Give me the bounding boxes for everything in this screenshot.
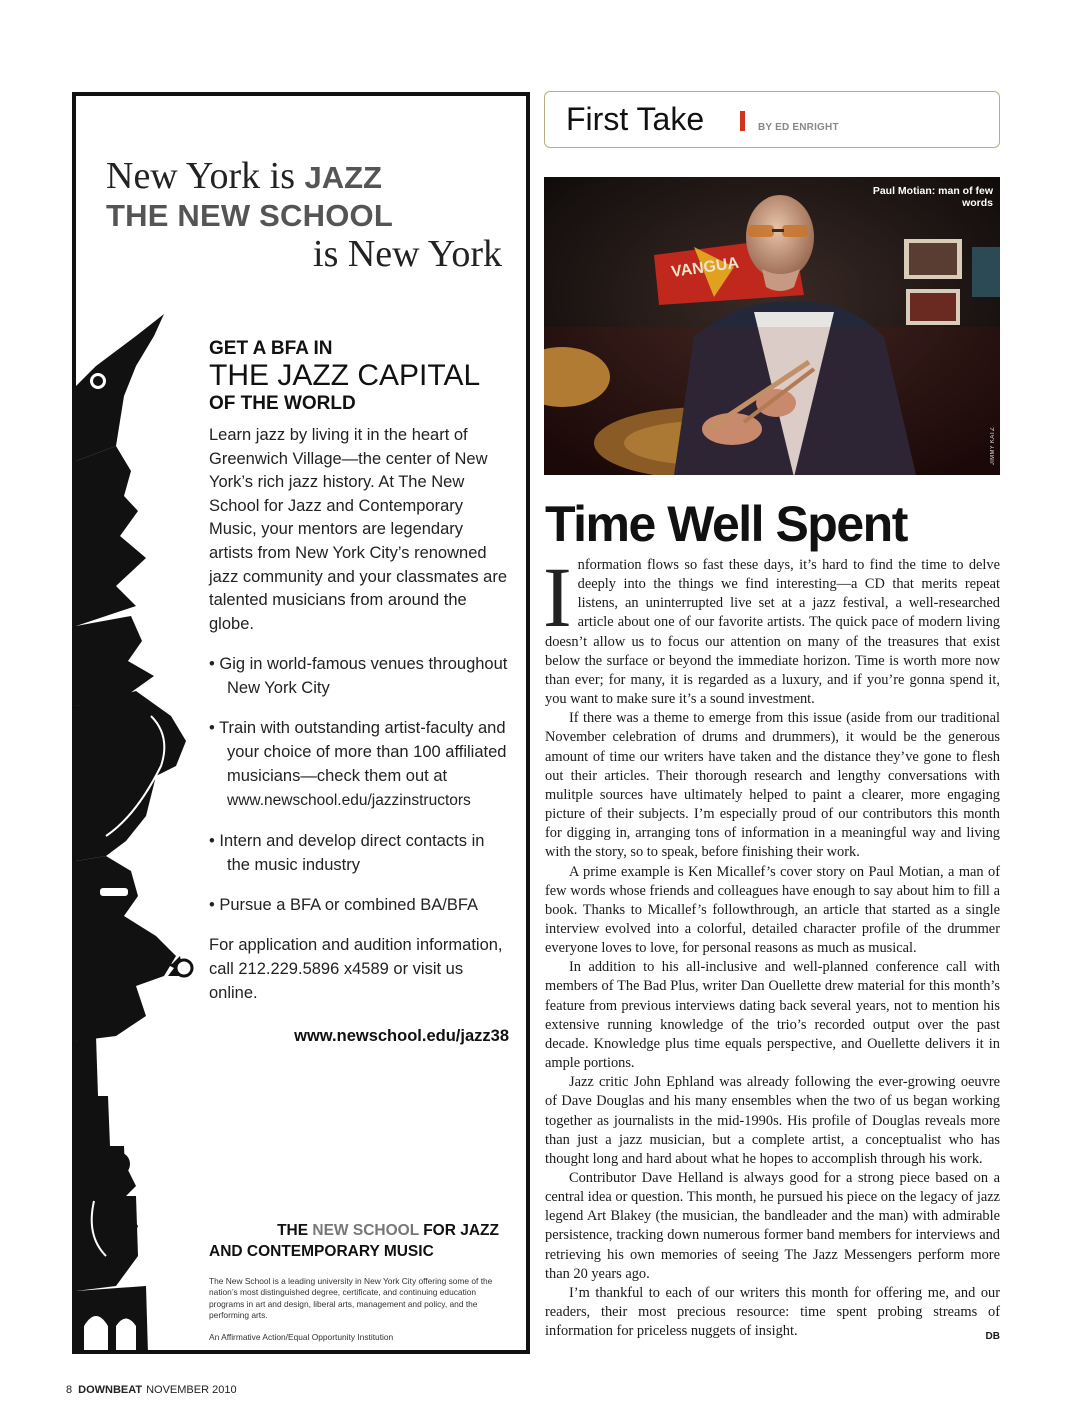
ad-headline-line-1: New York is JAZZ xyxy=(106,155,382,197)
photo-caption: Paul Motian: man of few words xyxy=(872,185,993,209)
ad-bullet-list xyxy=(209,652,509,917)
ad-fine-print: The New School is a leading university in New York City offering some of the nation’s most distinguished degree, certificate, and continuing education programs in art and design, liberal arts, management and policy, and the performing arts. xyxy=(209,1276,493,1321)
ad-copy xyxy=(209,338,509,1046)
article-paragraph: I’m thankful to each of our writers this month for offering me, and our readers, their most precious resource: time spent probing streams of information for priceless nuggets of insight. DB xyxy=(545,1284,1000,1341)
ad-headline xyxy=(106,156,502,274)
ad-body-text: Learn jazz by living it in the heart of Greenwich Village—the center of New York’s rich jazz history. At The New School for Jazz and Contemporary Music, your mentors are legendary artists from New York City’s renowned jazz community and your classmates are talented musicians from around the globe. xyxy=(209,426,508,633)
ad-bullet-item: • Pursue a BFA or combined BA/BFA xyxy=(209,896,478,915)
instructors-link[interactable]: www.newschool.edu/jazzinstructors xyxy=(227,792,471,810)
bfa-line-1: GET A BFA IN xyxy=(209,338,333,359)
article-paragraph: In addition to his all-inclusive and well-planned conference call with members of The Bad Plus, writer Dan Ouellette drew material for this month’s feature from previous interviews dating back several years, not to mention his extensive running knowledge of the trio’s recorded output over the past decade. Knowledge plus time equals perspective, and Ouellette delivers it in ample portions. xyxy=(545,959,1000,1072)
ad-bullet-item: • Intern and develop direct contacts in the music industry xyxy=(209,832,485,875)
article-paragraph: If there was a theme to emerge from this issue (aside from our traditional November celebration of drums and drummers), it would be the generous amount of time our writers have taken and the distance they’ve gone to flesh out their articles. Their thorough research and lengthy conversations with mulitple sources have ultimately helped to paint a clearer, more engaging picture of their subjects. I’m especially proud of our contributors this month for digging in, arranging tons of information in a meaningful way and living with the story, so to speak, before finishing their work. xyxy=(545,710,1000,861)
new-school-advertisement xyxy=(72,92,530,1354)
end-mark: DB xyxy=(985,1331,1000,1343)
byline: BY ED ENRIGHT xyxy=(758,122,839,133)
article-title: Time Well Spent xyxy=(545,496,907,552)
ad-eeo-statement: An Affirmative Action/Equal Opportunity Institution xyxy=(209,1332,394,1342)
section-title: First Take xyxy=(566,101,705,137)
drop-cap: I xyxy=(543,549,572,645)
article-paragraph: Jazz critic John Ephland was already following the ever-growing oeuvre of Dave Douglas and his many ensembles when the two of us began working together as journalists in the mid-1990s. His profile of Douglas reveals more than just a jazz musician, but a complete artist, a conceptualist who has thought long and hard about what he hopes to accomplish through his work. xyxy=(545,1074,1000,1167)
ad-bullet-item: • Gig in world-famous venues throughout New York City xyxy=(209,655,508,698)
paul-motian-photo xyxy=(544,177,1000,475)
jazz-musicians-skyline-silhouette xyxy=(76,296,196,1354)
page-number: 8 xyxy=(66,1384,73,1396)
first-take-header xyxy=(544,91,1000,148)
bfa-line-2: THE JAZZ CAPITAL xyxy=(209,359,481,392)
ad-bullet-item: • Train with outstanding artist-faculty and your choice of more than 100 affiliated musicians—check them out at www.newschool.edu/jazzinstructors xyxy=(209,719,507,810)
ad-contact-info: For application and audition information, call 212.229.5896 x4589 or visit us online. xyxy=(209,936,503,1003)
photo-credit: JIMMY KATZ xyxy=(990,426,996,465)
section-divider-bar xyxy=(740,111,745,131)
ad-headline-line-2: THE NEW SCHOOL xyxy=(106,198,393,233)
article-paragraph: A prime example is Ken Micallef’s cover story on Paul Motian, a man of few words whose friends and colleagues have enough to say about him to fill a book. Thanks to Micallef’s followthrough, an article that started as a single interview evolved into a colorful, detailed character profile of the drummer everyone loves to love, for personal reasons as much as musical. xyxy=(545,863,1000,957)
magazine-name: DOWNBEAT xyxy=(78,1384,143,1396)
ad-headline-line-3: is New York xyxy=(313,233,502,275)
ad-website-link[interactable]: www.newschool.edu/jazz38 xyxy=(294,1027,509,1046)
article-body xyxy=(543,549,1000,1346)
article-paragraph: Contributor Dave Helland is always good for a strong piece based on a central idea or question. This month, he pursued his piece on the legacy of jazz legend Art Blakey (the musician, the bandleader and the man) with admirable persistence, tracking down numerous former band members for interviews and retrieving his own memories of seeing The Jazz Messengers perform more than 20 years ago. xyxy=(545,1170,1000,1282)
vanguard-sign-text: VANGUA xyxy=(670,254,741,281)
issue-date: NOVEMBER 2010 xyxy=(146,1384,237,1396)
page-folio xyxy=(66,1384,237,1396)
article-paragraph: Information flows so fast these days, it’s hard to find the time to delve deeply into the things we find interesting—a CD that merits repeat listens, an uninterrupted live set at a jazz festival, a well-researched article about one of our favorite artists. The quick pace of modern living doesn’t allow us to focus our attention on many of the treasures that exist below the surface or beyond the immediate horizon. Time is worth more now than ever; for many, it is regarded as a luxury, and if you’re gonna spend it, you want to make sure it’s a sound investment. xyxy=(543,549,1000,708)
bfa-line-3: OF THE WORLD xyxy=(209,393,356,414)
school-name-logo: THE NEW SCHOOL FOR JAZZ AND CONTEMPORARY MUSIC xyxy=(209,1222,499,1260)
